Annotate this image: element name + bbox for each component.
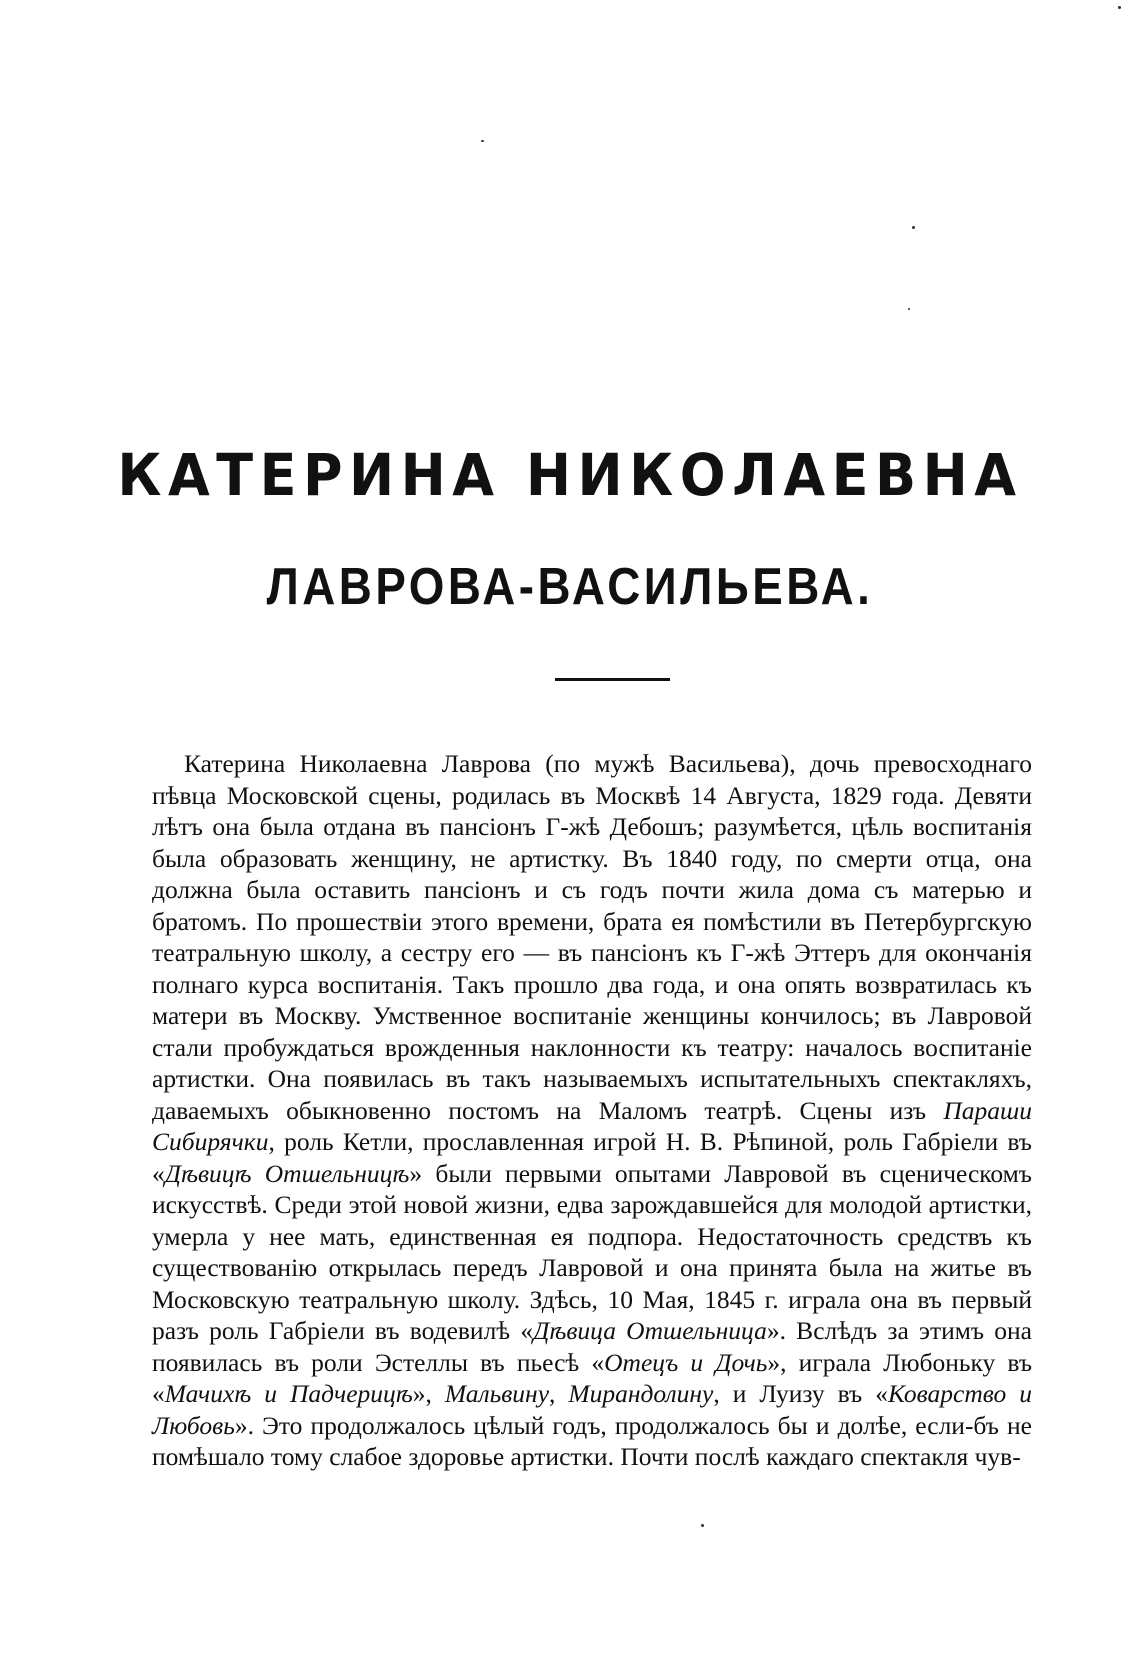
play-title: Коварство и Любовь — [152, 1379, 1032, 1440]
role-name: Мирандолину — [568, 1379, 714, 1408]
body-paragraph — [152, 748, 1032, 1473]
scan-speck — [1118, 6, 1121, 9]
text-segment: ». Это продолжалось цѣлый годъ, продолжалось бы и долѣе, если-бъ не помѣшало тому слабое здоровье артистки. Почти послѣ каждаго спектакля чув- — [152, 1410, 1032, 1471]
play-title: Отецъ и Дочь — [604, 1347, 768, 1377]
play-title: Дѣвицѣ Отшельницѣ — [164, 1158, 410, 1188]
scan-speck — [908, 308, 910, 310]
text-segment: ». Вслѣдъ за этимъ она появилась въ роли Эстеллы въ пьесѣ « — [152, 1316, 1032, 1377]
text-segment: » были первыми опытами Лавровой въ сценическомъ искусствѣ. Среди этой новой жизни, едва зарождавшейся для молодой артистки, умерла у нее мать, единственная ея подпора. Недостаточность средствъ къ существованію открылась передъ Лавровой и она принята была на житье въ Московскую театральную школу. Здѣсь, 10 Мая, 1845 г. играла она въ первый разъ роль Габріели въ водевилѣ « — [152, 1158, 1032, 1345]
text-segment: », играла Любоньку въ « — [152, 1347, 1032, 1408]
title-first-line: КАТЕРИНА НИКОЛАЕВНА — [117, 441, 1023, 509]
play-title: Параши Сибирячки — [152, 1095, 1032, 1156]
scan-speck — [912, 226, 915, 229]
scan-speck — [481, 140, 484, 142]
text-segment: Катерина Николаевна Лаврова (по мужѣ Васильева), дочь превосходнаго пѣвца Московской сцены, родилась въ Москвѣ 14 Августа, 1829 года. Девяти лѣтъ она была отдана въ пансіонъ Г-жѣ Дебошъ; разумѣется, цѣль воспитанія была образовать женщину, не артистку. Въ 1840 году, по смерти отца, она должна была оставить пансіонъ и съ годъ почти жила дома съ матерью и братомъ. По прошествіи этого времени, брата ея помѣстили въ Петербургскую театральную школу, а сестру его — въ пансіонъ къ Г-жѣ Эттеръ для окончанія полнаго курса воспитанія. Такъ прошло два года, и она опять возвратилась къ матери въ Москву. Умственное воспитаніе женщины кончилось; въ Лавровой стали пробуждаться врожденныя наклонности къ театру: началось воспитаніе артистки. Она появилась въ такъ называемыхъ испытательныхъ спектакляхъ, даваемыхъ обыкновенно постомъ на Маломъ театрѣ. Сцены изъ — [152, 749, 1032, 1125]
text-segment: », — [412, 1379, 445, 1408]
scan-speck — [701, 1524, 704, 1527]
title-second-line: ЛАВРОВА-ВАСИЛЬЕВА. — [266, 558, 874, 616]
text-segment: , — [549, 1379, 569, 1408]
play-title: Мачихѣ и Падчерицѣ — [164, 1379, 413, 1408]
role-name: Мальвину — [444, 1379, 550, 1408]
text-segment: , роль Кетли, прославленная игрой Н. В. Рѣпиной, роль Габріели въ « — [152, 1127, 1032, 1188]
play-title: Дѣвица Отшельница — [533, 1316, 767, 1345]
text-segment: , и Луизу въ « — [713, 1379, 888, 1408]
title-divider — [555, 678, 670, 681]
